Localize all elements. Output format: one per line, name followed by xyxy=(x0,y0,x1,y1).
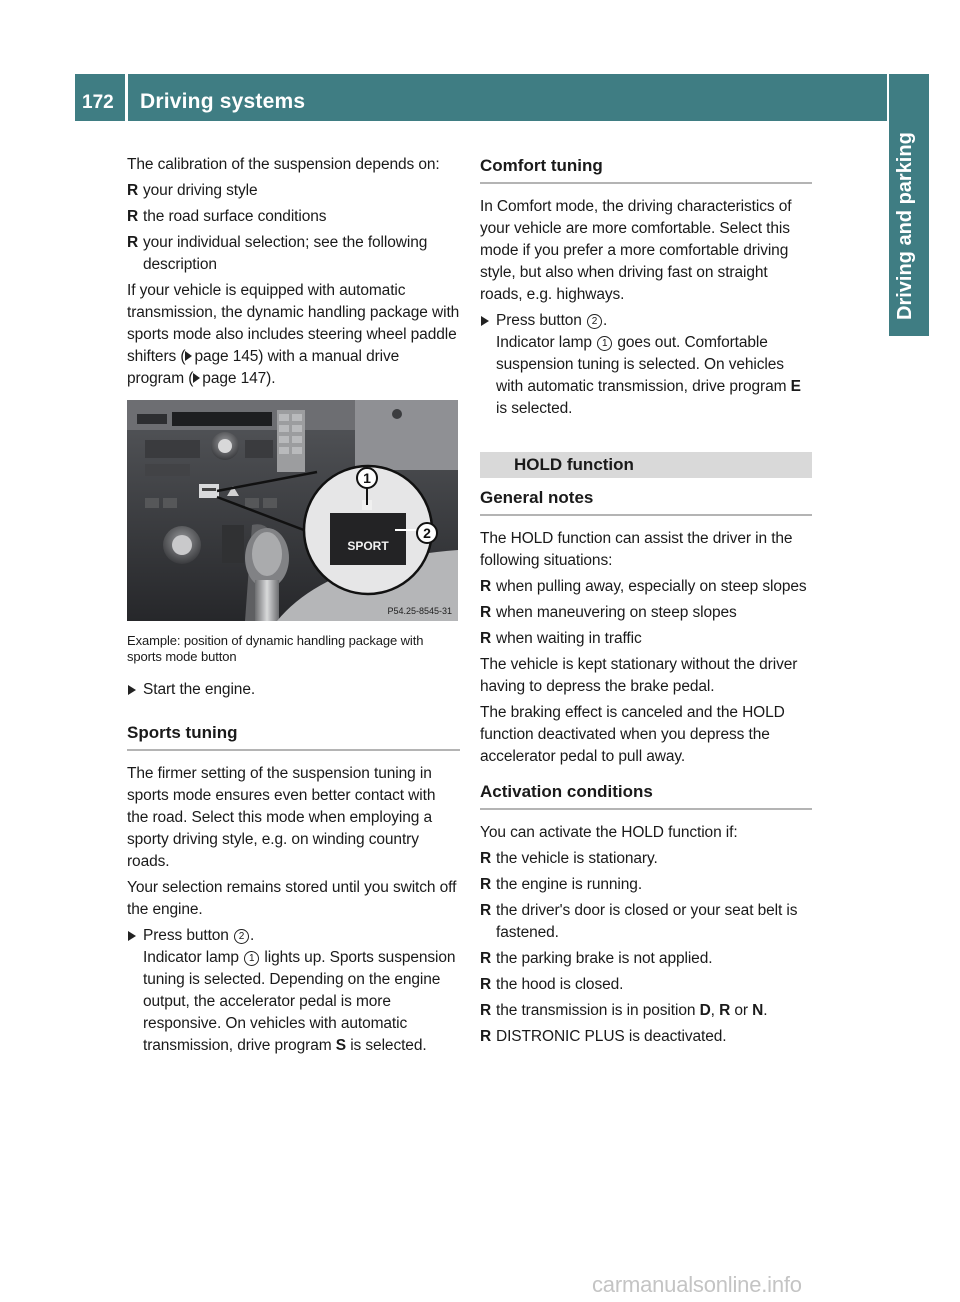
callout-2-icon: 2 xyxy=(587,314,602,329)
header-separator xyxy=(125,74,128,121)
dashboard-figure xyxy=(127,400,458,621)
step-arrow-icon xyxy=(481,316,489,326)
bullet-marker: R xyxy=(480,604,492,621)
callout-2-label: 2 xyxy=(423,525,431,541)
bullet-marker: R xyxy=(127,208,139,225)
side-tab-label: Driving and parking xyxy=(894,132,916,320)
bullet-marker: R xyxy=(480,1028,492,1045)
figure-caption: Example: position of dynamic handling package with sports mode button xyxy=(127,633,424,664)
automatic-transmission-note: If your vehicle is equipped with automatic transmission, the dynamic handling package with sports mode also includes steering wheel paddle shifters ( page 145) with a manual drive program ( page 147). xyxy=(127,282,460,387)
list-item: R when pulling away, especially on steep slopes xyxy=(480,576,812,598)
bullet-marker: R xyxy=(480,578,492,595)
watermark: carmanualsonline.info xyxy=(592,1272,802,1297)
paragraph: The HOLD function can assist the driver in the following situations: xyxy=(480,530,793,569)
instruction-step: Press button 2 . Indicator lamp 1 goes out. Comfortable suspension tuning is selected. On vehicles with automatic transmission, drive program E is selected. xyxy=(480,310,812,420)
center-console-illustration xyxy=(127,400,458,621)
callout-1-icon: 1 xyxy=(244,951,259,966)
section-heading: General notes xyxy=(480,486,812,516)
bullet-marker: R xyxy=(480,876,492,893)
instruction-step: Press button 2 . Indicator lamp 1 lights up. Sports suspension tuning is selected. Depending on the engine output, the accelerator pedal is more responsive. On vehicles with automatic transmission, drive program S is selected. xyxy=(127,925,460,1057)
bullet-marker: R xyxy=(480,902,492,919)
page-title: Driving systems xyxy=(140,90,306,113)
list-item: R your driving style xyxy=(127,180,460,202)
paragraph: The vehicle is kept stationary without the driver having to depress the brake pedal. xyxy=(480,656,798,695)
bullet-marker: R xyxy=(127,234,139,251)
list-item: R when maneuvering on steep slopes xyxy=(480,602,812,624)
instruction-step: Start the engine. xyxy=(127,679,460,701)
page-number: 172 xyxy=(82,92,114,113)
bullet-marker: R xyxy=(127,182,139,199)
step-arrow-icon xyxy=(128,685,136,695)
list-item: R when waiting in traffic xyxy=(480,628,812,650)
figure-code: P54.25-8545-31 xyxy=(387,606,452,616)
bullet-marker: R xyxy=(480,630,492,647)
page-reference-icon xyxy=(193,373,200,383)
paragraph: You can activate the HOLD function if: xyxy=(480,824,738,841)
list-item: R your individual selection; see the following description xyxy=(127,234,428,273)
list-item: R the parking brake is not applied. xyxy=(480,948,812,970)
list-item: R DISTRONIC PLUS is deactivated. xyxy=(480,1026,812,1048)
list-item: R the transmission is in position D, R or N. xyxy=(480,1000,812,1022)
bullet-marker: R xyxy=(480,950,492,967)
step-arrow-icon xyxy=(128,931,136,941)
hold-function-heading: HOLD function xyxy=(480,452,812,478)
sport-button-label: SPORT xyxy=(347,539,389,553)
callout-1-label: 1 xyxy=(363,470,371,486)
intro-text: The calibration of the suspension depends on: xyxy=(127,156,440,173)
section-heading: Comfort tuning xyxy=(480,154,812,184)
bullet-marker: R xyxy=(480,976,492,993)
bullet-marker: R xyxy=(480,850,492,867)
left-column xyxy=(127,154,460,1061)
section-heading: Activation conditions xyxy=(480,780,812,810)
list-item: R the driver's door is closed or your seat belt is fastened. xyxy=(480,902,798,941)
right-column xyxy=(480,154,812,1052)
bullet-marker: R xyxy=(480,1002,492,1019)
paragraph: Your selection remains stored until you switch off the engine. xyxy=(127,879,457,918)
page-reference-link[interactable]: page 145 xyxy=(194,348,259,365)
callout-2-icon: 2 xyxy=(234,929,249,944)
page-reference-link[interactable]: page 147 xyxy=(202,370,267,387)
list-item: R the hood is closed. xyxy=(480,974,812,996)
section-heading: Sports tuning xyxy=(127,721,460,751)
paragraph: In Comfort mode, the driving characteristics of your vehicle are more comfortable. Select this mode if you prefer a more comfortable driving style, but also when driving fast on straight roads, e.g. highways. xyxy=(480,198,792,303)
callout-1-icon: 1 xyxy=(597,336,612,351)
paragraph: The braking effect is canceled and the HOLD function deactivated when you depress the accelerator pedal to pull away. xyxy=(480,704,785,765)
paragraph: The firmer setting of the suspension tuning in sports mode ensures even better contact with the road. Select this mode when employing a sporty driving style, e.g. on winding country roads. xyxy=(127,765,436,870)
list-item: R the vehicle is stationary. xyxy=(480,848,812,870)
list-item: R the road surface conditions xyxy=(127,206,460,228)
page-reference-icon xyxy=(185,351,192,361)
list-item: R the engine is running. xyxy=(480,874,812,896)
